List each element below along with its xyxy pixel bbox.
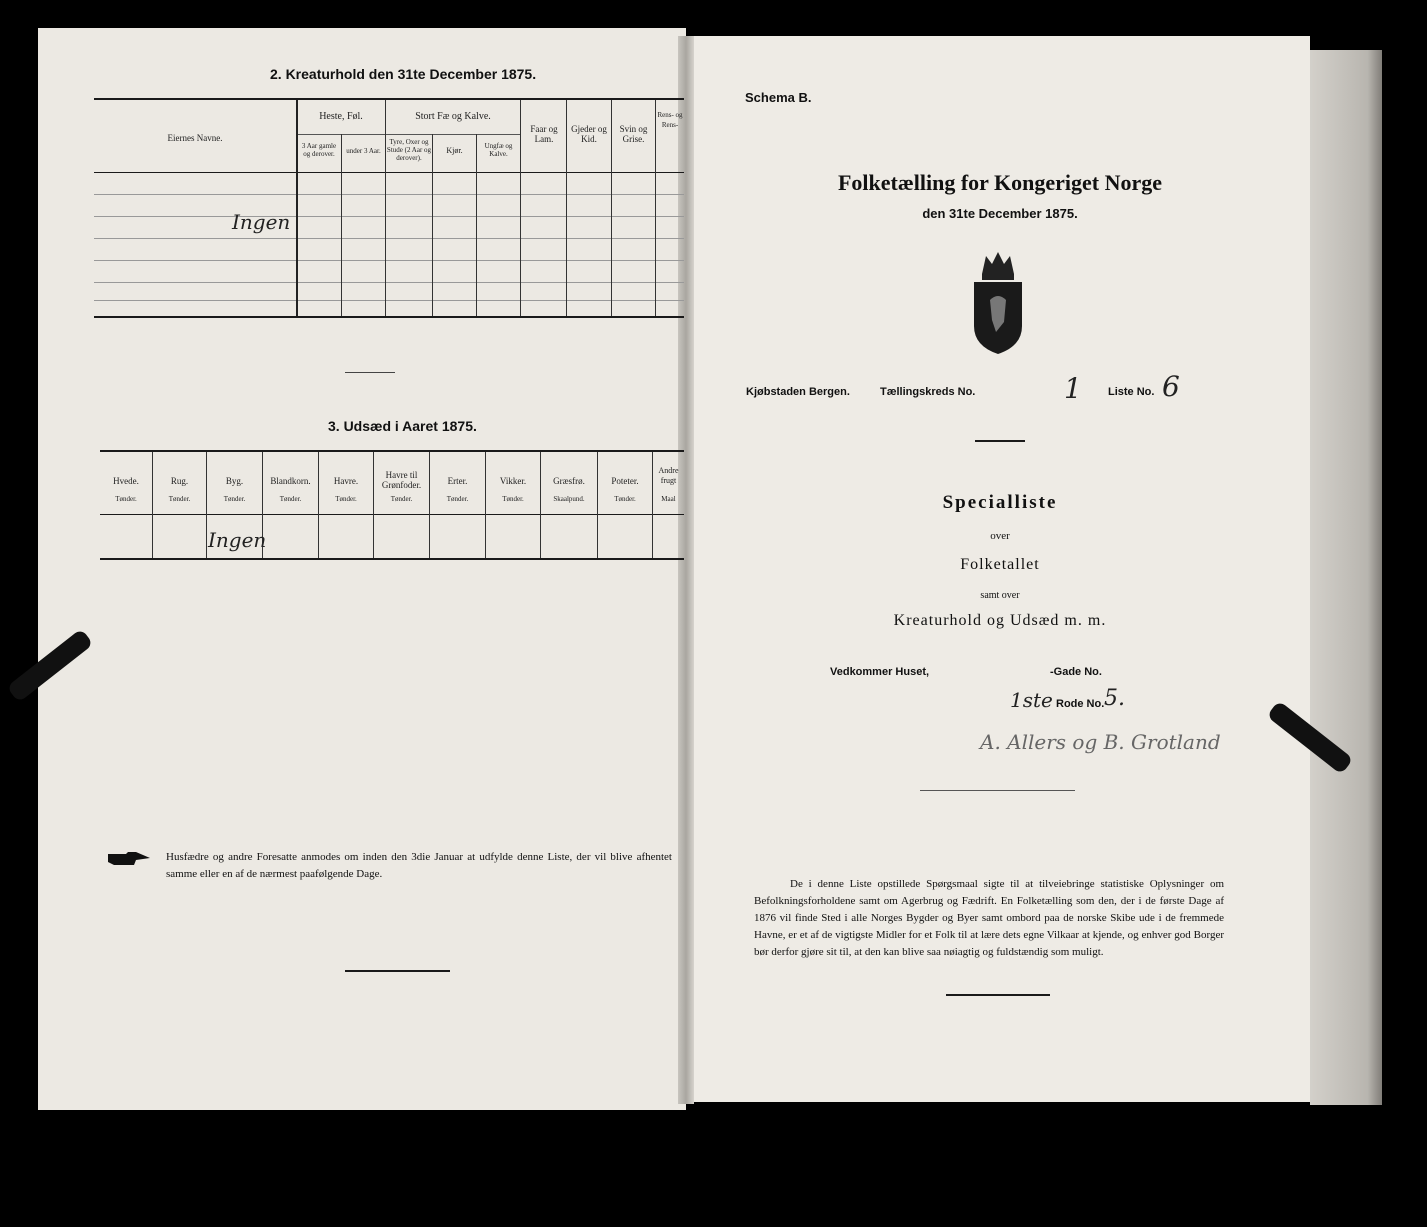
- seed-rug: Rug.: [170, 476, 189, 486]
- rode-label: Rode No.: [1056, 698, 1105, 710]
- header-pigs: Svin og Grise.: [619, 124, 648, 144]
- seed-havre-gronfoder-unit: Tønder.: [390, 495, 413, 503]
- census-date: den 31te December 1875.: [922, 206, 1078, 221]
- seed-hvede-unit: Tønder.: [115, 495, 137, 503]
- seed-rug-unit: Tønder.: [168, 495, 191, 503]
- header-horses-over3: 3 Aar gamle og derover.: [301, 142, 337, 158]
- divider: [345, 372, 395, 373]
- seed-andre: Andre frugt: [658, 466, 679, 485]
- seed-graesfro: Græsfrø.: [553, 476, 585, 486]
- seed-havre-unit: Tønder.: [335, 495, 357, 503]
- over-text: over: [990, 530, 1010, 542]
- seed-vikker: Vikker.: [499, 476, 527, 486]
- header-owner: Eiernes Navne.: [167, 133, 223, 143]
- kreaturhold-text: Kreaturhold og Udsæd m. m.: [893, 612, 1107, 629]
- list-number: 6: [1162, 370, 1180, 403]
- seed-byg: Byg.: [225, 476, 244, 486]
- seed-poteter-unit: Tønder.: [614, 495, 636, 503]
- livestock-entry: Ingen: [232, 210, 291, 234]
- header-cattle: Stort Fæ og Kalve.: [415, 111, 491, 122]
- bottom-divider: [946, 994, 1050, 996]
- city-label: Kjøbstaden Bergen.: [746, 386, 850, 398]
- seed-blandkorn: Blandkorn.: [270, 476, 311, 486]
- seed-erter-unit: Tønder.: [446, 495, 469, 503]
- page-edges: [1310, 50, 1382, 1105]
- district-number: 1: [1064, 372, 1082, 405]
- header-cattle-young: Ungfæ og Kalve.: [484, 142, 513, 158]
- footer-explanation: De i denne Liste opstillede Spørgsmaal sigte til at tilveiebringe statistiske Oplysninger om Befolkningsforholdene samt om Agerbrug og Fædrift. En Folketælling som den, der i de første Dage af 1876 vil finde Sted i alle Norges Bygder og Byer samt ombord paa de norske Skibe ude i de fremmede Havne, er et af de vigtigste Midler for et Folk til at lære dets egne Vilkaar at kjende, og enhver god Borger bør derfor gjøre sit til, at den kan blive saa nøiagtig og fuldstændig som muligt.: [754, 878, 1224, 958]
- header-horses: Heste, Føl.: [319, 111, 363, 122]
- seed-andre-unit: Maal: [661, 495, 676, 503]
- seed-blandkorn-unit: Tønder.: [279, 495, 302, 503]
- seed-havre-gronfoder: Havre til Grønfoder.: [381, 470, 422, 490]
- seed-byg-unit: Tønder.: [223, 495, 246, 503]
- seed-poteter: Poteter.: [611, 476, 639, 486]
- list-label: Liste No.: [1108, 386, 1155, 398]
- header-reindeer: Rens- og Rens-: [657, 111, 683, 129]
- book-gutter: [678, 36, 694, 1104]
- seed-hvede: Hvede.: [113, 476, 139, 486]
- seeding-entry: Ingen: [208, 528, 267, 552]
- header-cattle-cows: Kjør.: [446, 146, 463, 155]
- schema-label: Schema B.: [745, 90, 812, 105]
- seed-havre: Havre.: [333, 476, 359, 486]
- rode-number: 5.: [1104, 686, 1125, 711]
- rode-prefix: 1ste: [1010, 688, 1053, 712]
- section2-title: 2. Kreaturhold den 31te December 1875.: [270, 66, 537, 82]
- folketallet-text: Folketallet: [960, 556, 1040, 573]
- district-label: Tællingskreds No.: [880, 386, 976, 398]
- signature: A. Allers og B. Grotland: [980, 730, 1221, 754]
- samt-over-text: samt over: [980, 590, 1020, 601]
- header-cattle-bulls: Tyre, Oxer og Stude (2 Aar og derover).: [386, 138, 432, 162]
- coat-of-arms-icon: [968, 248, 1028, 358]
- census-title: Folketælling for Kongeriget Norge: [837, 170, 1163, 195]
- special-list-title: Specialliste: [942, 492, 1058, 513]
- house-label: Vedkommer Huset,: [830, 666, 930, 678]
- bottom-divider: [345, 970, 450, 972]
- header-horses-under3: under 3 Aar.: [346, 147, 381, 155]
- pointing-hand-icon: [106, 850, 152, 868]
- section3-title: 3. Udsæd i Aaret 1875.: [328, 418, 477, 434]
- seed-vikker-unit: Tønder.: [502, 495, 524, 503]
- street-label: -Gade No.: [1050, 666, 1102, 678]
- divider: [975, 440, 1025, 442]
- seed-erter: Erter.: [447, 476, 468, 486]
- header-goats: Gjeder og Kid.: [571, 124, 607, 144]
- seed-graesfro-unit: Skaalpund.: [553, 495, 585, 503]
- notice-text: Husfædre og andre Foresatte anmodes om inden den 3die Januar at udfylde denne Liste, der vil blive afhentet samme eller en af de nærmest paafølgende Dage.: [166, 851, 672, 880]
- header-sheep: Faar og Lam.: [530, 124, 558, 144]
- left-page: [38, 28, 686, 1110]
- divider: [920, 790, 1075, 791]
